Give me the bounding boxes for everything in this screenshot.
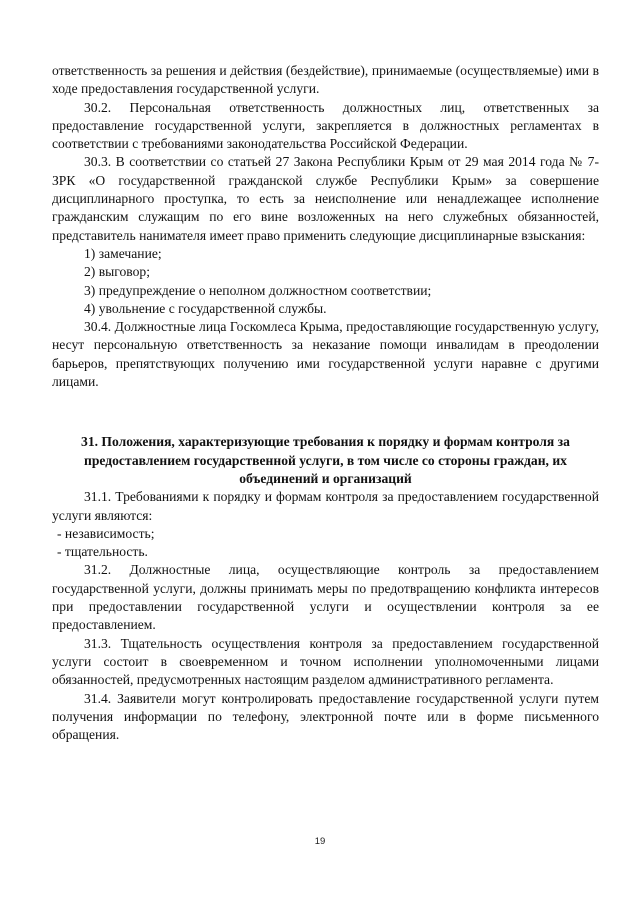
paragraph: ответственность за решения и действия (бездействие), принимаемые (осуществляемые) ими в ходе предоставления государственной услуги. [52,63,599,97]
page-number: 19 [314,836,326,847]
list-item: - независимость; [57,525,155,541]
paragraph: 31.4. Заявители могут контролировать предоставление государственной услуги путем получения информации по телефону, электронной почте или в форме письменного обращения. [52,690,599,743]
list-item: 2) выговор; [84,264,151,280]
section-30-text [52,62,599,391]
list-item: 4) увольнение с государственной службы. [84,300,327,316]
paragraph: 31.1. Требованиями к порядку и формам контроля за предоставлением государственной услуги являются: [52,489,599,523]
list-item: - тщательность. [57,544,148,560]
list-item: 1) замечание; [84,245,162,261]
list-item: 3) предупреждение о неполном должностном соответствии; [84,282,432,298]
section-31-heading: 31. Положения, характеризующие требования к порядку и формам контроля за предоставлением государственной услуги, в том числе со стороны граждан, их объединений и организаций [81,434,570,486]
page-content [52,62,599,744]
paragraph: 31.2. Должностные лица, осуществляющие контроль за предоставлением государственной услуги, должны принимать меры по предотвращению конфликта интересов при предоставлении государственной услуги и осуществлении контроля за ее предоставлением. [52,562,599,633]
paragraph: 30.2. Персональная ответственность должностных лиц, ответственных за предоставление государственной услуги, закрепляется в должностных регламентах в соответствии с требованиями законодательства Российской Федерации. [52,99,599,152]
section-31-text [52,488,599,744]
section-gap [52,391,599,433]
paragraph: 30.4. Должностные лица Госкомлеса Крыма, предоставляющие государственную услугу, несут персональную ответственность за неказание помощи инвалидам в преодолении барьеров, препятствующих получению ими государственной услуги наравне с другими лицами. [52,319,599,390]
paragraph: 30.3. В соответствии со статьей 27 Закона Республики Крым от 29 мая 2014 года № 7-ЗРК «О государственной гражданской службе Республики Крым» за совершение дисциплинарного проступка, то есть за неисполнение или ненадлежащее исполнение гражданским служащим по его вине возложенных на него служебных обязанностей, представитель нанимателя имеет право применить следующие дисциплинарные взыскания: [52,154,599,243]
paragraph: 31.3. Тщательность осуществления контроля за предоставлением государственной услуги состоит в своевременном и точном исполнении уполномоченными лицами обязанностей, предусмотренных настоящим разделом административного регламента. [52,635,599,688]
